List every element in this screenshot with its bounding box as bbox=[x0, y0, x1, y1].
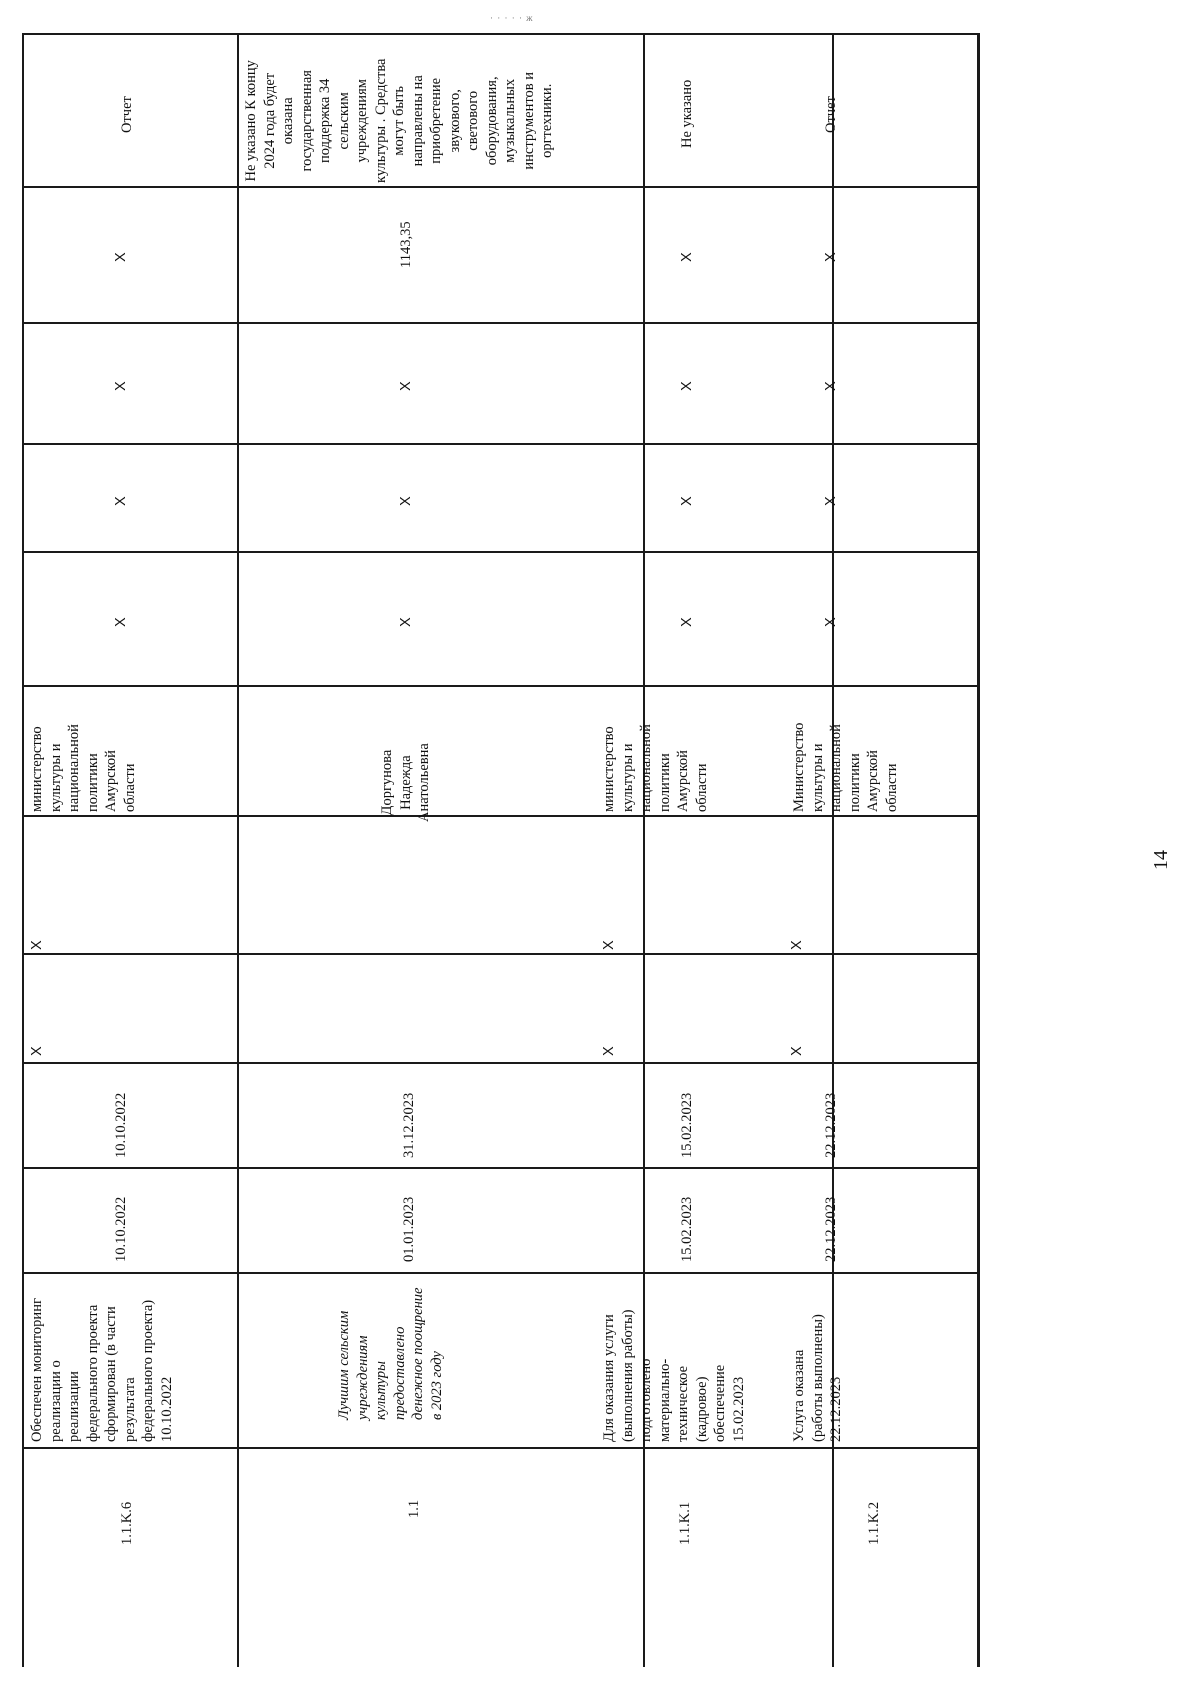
column-divider bbox=[22, 953, 979, 955]
result: Отчет bbox=[119, 96, 135, 133]
cell-value: X bbox=[823, 381, 839, 391]
cell-value: X bbox=[29, 1046, 45, 1056]
cell-value: X bbox=[398, 496, 414, 506]
row-title: Обеспечен мониторинг реализации о реализации федерального проекта сформирован (в части результата федерального проекта) 10.10.2022 bbox=[29, 1298, 175, 1442]
cell-value: X bbox=[789, 1046, 805, 1056]
column-divider bbox=[22, 685, 979, 687]
table-right-border bbox=[977, 33, 980, 1667]
end-date: 15.02.2023 bbox=[679, 1092, 695, 1158]
table-top-border bbox=[22, 33, 980, 35]
cell-value: X bbox=[679, 617, 695, 627]
cell-value: X bbox=[823, 252, 839, 262]
start-date: 10.10.2022 bbox=[113, 1196, 129, 1262]
responsible: министерство культуры и национальной политики Амурской области bbox=[29, 724, 138, 812]
end-date: 31.12.2023 bbox=[401, 1092, 417, 1158]
page-number: 14 bbox=[1150, 850, 1172, 870]
responsible: Доргунова Надежда Анатольевна bbox=[379, 743, 432, 822]
cell-value: X bbox=[679, 496, 695, 506]
column-divider bbox=[22, 443, 979, 445]
column-divider bbox=[22, 815, 979, 817]
cell-value: X bbox=[29, 940, 45, 950]
column-divider bbox=[22, 322, 979, 324]
result: Не указано bbox=[679, 79, 695, 148]
cell-value: X bbox=[679, 252, 695, 262]
cell-value: X bbox=[113, 252, 129, 262]
start-date: 01.01.2023 bbox=[401, 1196, 417, 1262]
column-divider bbox=[22, 1062, 979, 1064]
column-divider bbox=[22, 1272, 979, 1274]
responsible: Министерство культуры и национальной политики Амурской области bbox=[791, 722, 900, 812]
row-divider bbox=[237, 35, 239, 1667]
start-date: 22.12.2023 bbox=[823, 1196, 839, 1262]
result: Отчет bbox=[823, 96, 839, 133]
responsible: министерство культуры и национальной политики Амурской области bbox=[601, 724, 710, 812]
cell-value: X bbox=[823, 496, 839, 506]
result: Не указано К концу 2024 года будет оказана государственная поддержка 34 сельским учреждениям культуры . Средства могут быть направлены на приобретение звукового, светового оборудования, музыкальных инструментов и оргтехники. bbox=[243, 58, 555, 183]
row-title: Для оказания услуги (выполнения работы) подготовлено материально- техническое (кадровое) обеспечение 15.02.2023 bbox=[601, 1309, 747, 1442]
row-title: Услуга оказана (работы выполнены) 22.12.2023 bbox=[791, 1314, 844, 1442]
row-title: Лучшим сельским учреждениям культуры предоставлено денежное поощрение в 2023 году bbox=[336, 1287, 445, 1420]
column-divider bbox=[22, 1447, 979, 1449]
cell-value: X bbox=[113, 496, 129, 506]
start-date: 15.02.2023 bbox=[679, 1196, 695, 1262]
cell-value: X bbox=[398, 381, 414, 391]
cell-value: X bbox=[601, 940, 617, 950]
cell-value: X bbox=[823, 617, 839, 627]
row-code: 1.1 bbox=[406, 1499, 422, 1518]
cell-value: X bbox=[679, 381, 695, 391]
funding-amount: 1143,35 bbox=[398, 221, 414, 268]
cell-value: X bbox=[113, 617, 129, 627]
end-date: 10.10.2022 bbox=[113, 1092, 129, 1158]
end-date: 22.12.2023 bbox=[823, 1092, 839, 1158]
scan-artifact: · · · · · ж bbox=[490, 13, 534, 23]
column-divider bbox=[22, 1167, 979, 1169]
cell-value: X bbox=[398, 617, 414, 627]
cell-value: X bbox=[601, 1046, 617, 1056]
row-code: 1.1.K.1 bbox=[677, 1501, 693, 1545]
row-code: 1.1.K.2 bbox=[866, 1501, 882, 1545]
cell-value: X bbox=[789, 940, 805, 950]
column-divider bbox=[22, 186, 979, 188]
table-left-border bbox=[22, 35, 24, 1667]
column-divider bbox=[22, 551, 979, 553]
cell-value: X bbox=[113, 381, 129, 391]
row-code: 1.1.K.6 bbox=[119, 1501, 135, 1545]
